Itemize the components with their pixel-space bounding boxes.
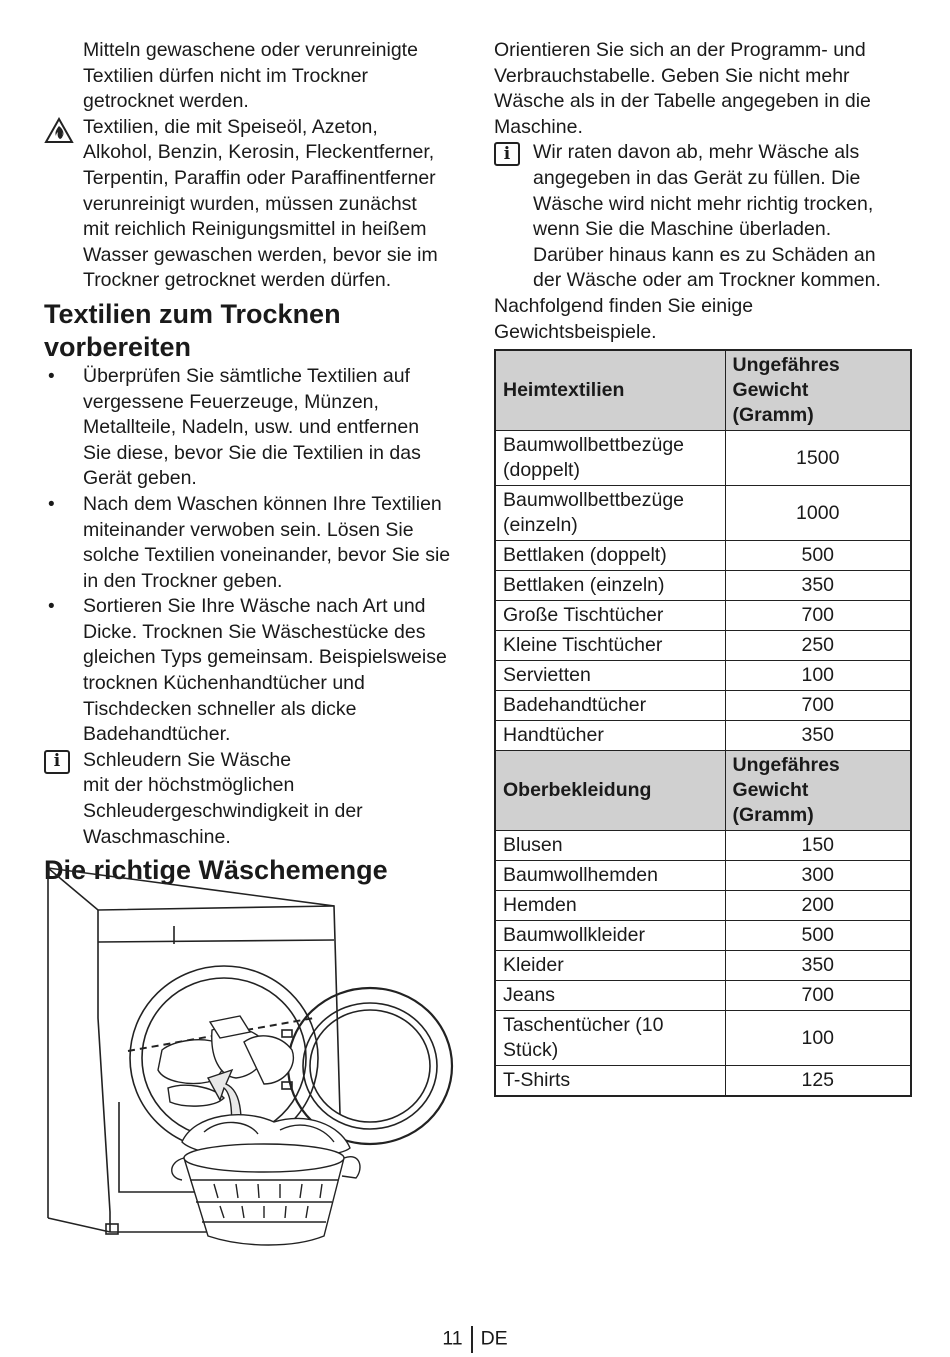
bullet-item [44, 364, 464, 492]
fire-warning-note [44, 115, 464, 294]
text-line: Orientieren Sie sich an der Programm- und [494, 39, 866, 61]
weight-cell: 700 [725, 691, 911, 721]
table-row [495, 486, 911, 541]
header-line: (Gramm) [732, 804, 814, 827]
weight-cell: 1000 [725, 486, 911, 541]
weight-cell: 500 [725, 921, 911, 951]
item-line: Servietten [503, 664, 591, 687]
item-cell [495, 891, 725, 921]
table-row [495, 541, 911, 571]
header-line: Ungefähres [732, 354, 840, 377]
table-row [495, 981, 911, 1011]
text-line: Wäsche als in der Tabelle angegeben in die [494, 90, 871, 113]
item-cell [495, 1066, 725, 1097]
text-line: Gerät geben. [83, 467, 197, 490]
text-line: angegeben in das Gerät zu füllen. Die [533, 166, 861, 189]
item-cell [495, 631, 725, 661]
text-line: Sie diese, bevor Sie die Textilien in das [83, 441, 421, 464]
info-icon: i [44, 750, 70, 774]
table-row [495, 891, 911, 921]
table-header-row [495, 350, 911, 431]
bullet-mark: • [48, 493, 55, 515]
page-footer [0, 1326, 950, 1353]
text-line: gleichen Typs gemeinsam. Beispielsweise [83, 646, 447, 669]
item-line: Baumwollbettbezüge [503, 434, 685, 457]
item-line: Hemden [503, 894, 577, 917]
text-line: verunreinigt wurden, müssen zunächst [83, 192, 417, 215]
text-line: Wäsche wird nicht mehr richtig trocken, [533, 192, 874, 215]
item-line: (doppelt) [503, 459, 580, 482]
table-row [495, 431, 911, 486]
table-row [495, 661, 911, 691]
text-line: Alkohol, Benzin, Kerosin, Fleckentferner, [83, 141, 435, 164]
item-line: T-Shirts [503, 1069, 571, 1092]
table-header-row [495, 751, 911, 831]
text-line: Nach dem Waschen können Ihre Textilien [83, 492, 442, 515]
item-cell [495, 951, 725, 981]
item-cell [495, 691, 725, 721]
weight-cell: 250 [725, 631, 911, 661]
item-cell [495, 981, 725, 1011]
table-row [495, 1011, 911, 1066]
item-line: Stück) [503, 1039, 559, 1062]
text-line: Überprüfen Sie sämtliche Textilien auf [83, 364, 410, 387]
weight-cell: 100 [725, 1011, 911, 1066]
text-line: Schleudergeschwindigkeit in der [83, 800, 363, 823]
footer-separator [471, 1326, 473, 1353]
item-line: Kleine Tischtücher [503, 634, 663, 657]
item-line: Blusen [503, 834, 563, 857]
item-cell [495, 486, 725, 541]
weight-cell: 700 [725, 601, 911, 631]
bullet-item [44, 492, 464, 594]
right-intro-paragraph [494, 38, 912, 140]
prepare-bullet-list [44, 364, 464, 748]
text-line: Trockner getrocknet werden dürfen. [83, 269, 392, 292]
text-line: der Wäsche oder am Trockner kommen. [533, 269, 881, 292]
text-line: Wasser gewaschen werden, bevor sie im [83, 243, 438, 266]
item-cell [495, 831, 725, 861]
text-line: Sortieren Sie Ihre Wäsche nach Art und [83, 595, 426, 618]
language-code: DE [480, 1327, 508, 1350]
text-line: miteinander verwoben sein. Lösen Sie [83, 518, 414, 541]
item-line: Jeans [503, 984, 556, 1007]
table-row [495, 571, 911, 601]
item-line: Baumwollkleider [503, 924, 645, 947]
item-cell [495, 1011, 725, 1066]
weight-cell: 350 [725, 951, 911, 981]
info-icon: i [494, 142, 520, 166]
section-title-load: Die richtige Wäschemenge [44, 855, 388, 886]
text-line: vergessene Feuerzeuge, Münzen, [83, 390, 379, 413]
text-line: Tischdecken schneller als dicke [83, 697, 357, 720]
bullet-item [44, 594, 464, 748]
item-line: (einzeln) [503, 514, 578, 537]
weight-table [494, 349, 912, 1097]
text-line: getrocknet werden. [83, 90, 249, 113]
text-line: Dicke. Trocknen Sie Wäschestücke des [83, 620, 426, 643]
weight-cell: 700 [725, 981, 911, 1011]
text-line: mit der höchstmöglichen [83, 774, 295, 797]
page-number: 11 [442, 1327, 463, 1350]
text-line: Badehandtücher. [83, 723, 231, 746]
heading-line: vorbereiten [44, 331, 192, 362]
item-cell [495, 921, 725, 951]
weight-cell: 150 [725, 831, 911, 861]
item-cell [495, 601, 725, 631]
text-line: Terpentin, Paraffin oder Paraffinentferner [83, 166, 436, 189]
text-line: trocknen Küchenhandtücher und [83, 672, 365, 695]
weight-cell: 500 [725, 541, 911, 571]
text-line: Textilien, die mit Speiseöl, Azeton, [83, 115, 378, 138]
item-line: Taschentücher (10 [503, 1014, 664, 1037]
text-line: Textilien dürfen nicht im Trockner [83, 64, 369, 87]
right-column [494, 38, 912, 1097]
heading-line: Textilien zum Trocknen [44, 298, 341, 329]
item-cell [495, 861, 725, 891]
intro-paragraph [44, 38, 464, 115]
category-header: Oberbekleidung [495, 751, 725, 831]
table-row [495, 1066, 911, 1097]
item-line: Baumwollbettbezüge [503, 489, 685, 512]
item-line: Handtücher [503, 724, 604, 747]
bullet-mark: • [48, 365, 55, 387]
item-line: Badehandtücher [503, 694, 647, 717]
header-line: (Gramm) [732, 404, 814, 427]
text-line: wenn Sie die Maschine überladen. [533, 218, 832, 241]
text-line: Wir raten davon ab, mehr Wäsche als [533, 141, 860, 164]
text-line: mit reichlich Reinigungsmittel in heißem [83, 218, 427, 241]
weight-cell: 100 [725, 661, 911, 691]
dryer-loading-illustration [44, 862, 462, 1247]
text-line: Maschine. [494, 115, 583, 138]
item-line: Bettlaken (einzeln) [503, 574, 665, 597]
overload-info-note [494, 140, 912, 294]
item-cell [495, 541, 725, 571]
table-row [495, 721, 911, 751]
fire-warning-icon [44, 117, 74, 152]
table-row [495, 921, 911, 951]
text-line: Nachfolgend finden Sie einige [494, 294, 754, 317]
text-line: Waschmaschine. [83, 825, 231, 848]
item-line: Bettlaken (doppelt) [503, 544, 667, 567]
item-cell [495, 721, 725, 751]
header-line: Ungefähres [732, 754, 840, 777]
text-line: Verbrauchstabelle. Geben Sie nicht mehr [494, 64, 850, 87]
table-row [495, 861, 911, 891]
table-row [495, 831, 911, 861]
weight-cell: 350 [725, 571, 911, 601]
table-row [495, 601, 911, 631]
text-line: Darüber hinaus kann es zu Schäden an [533, 243, 876, 266]
bullet-mark: • [48, 596, 55, 618]
left-column [44, 38, 464, 887]
text-line: Schleudern Sie Wäsche [83, 748, 292, 771]
header-line: Gewicht [732, 379, 809, 402]
table-row [495, 691, 911, 721]
spin-info-note [44, 748, 464, 850]
category-header: Heimtextilien [495, 350, 725, 431]
text-line: in den Trockner geben. [83, 569, 283, 592]
item-line: Große Tischtücher [503, 604, 664, 627]
weight-header [725, 751, 911, 831]
weight-header [725, 350, 911, 431]
weight-cell: 300 [725, 861, 911, 891]
text-line: Gewichtsbeispiele. [494, 320, 657, 343]
section-title-prepare [44, 298, 464, 364]
item-cell [495, 431, 725, 486]
table-row [495, 631, 911, 661]
weight-cell: 1500 [725, 431, 911, 486]
header-line: Gewicht [732, 779, 809, 802]
text-line: Metallteile, Nadeln, usw. und entfernen [83, 416, 420, 439]
text-line: Mitteln gewaschene oder verunreinigte [83, 39, 418, 61]
table-row [495, 951, 911, 981]
text-line: solche Textilien voneinander, bevor Sie sie [83, 544, 451, 567]
item-cell [495, 661, 725, 691]
weight-cell: 200 [725, 891, 911, 921]
item-cell [495, 571, 725, 601]
weight-cell: 350 [725, 721, 911, 751]
weight-cell: 125 [725, 1066, 911, 1097]
item-line: Baumwollhemden [503, 864, 659, 887]
item-line: Kleider [503, 954, 564, 977]
weight-examples-intro [494, 294, 912, 345]
